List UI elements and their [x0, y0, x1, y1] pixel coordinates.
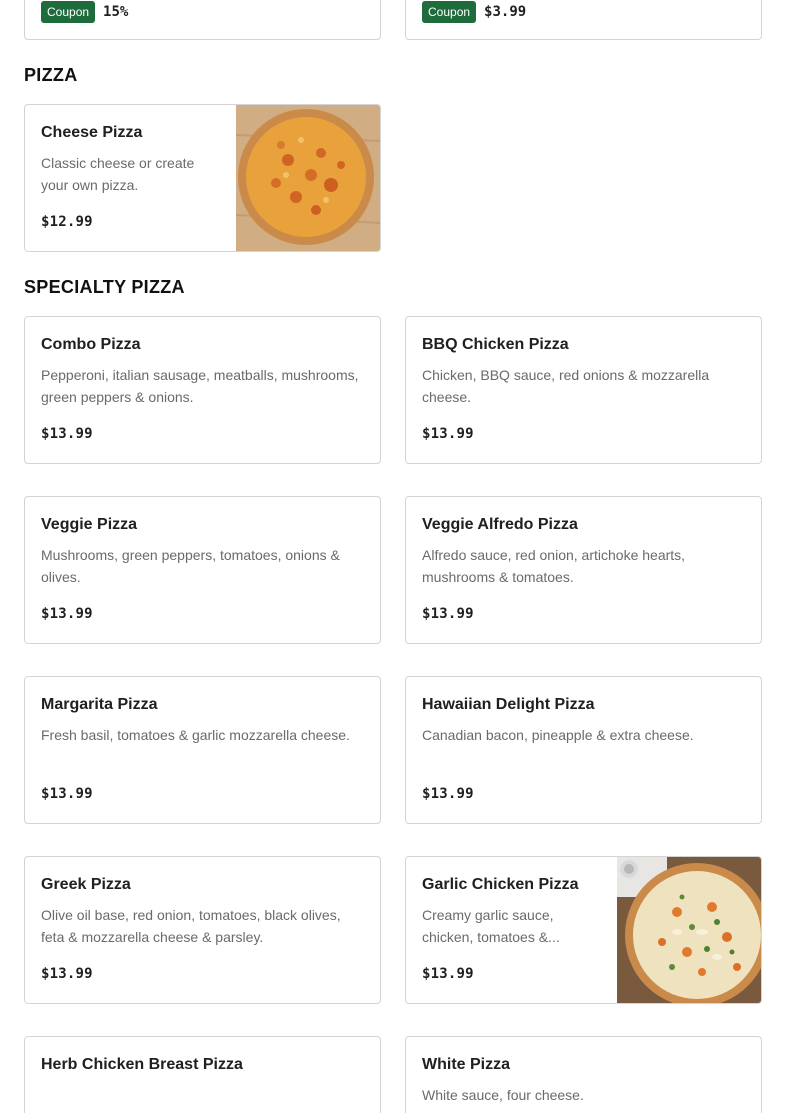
menu-item-combo-pizza[interactable] — [24, 316, 381, 464]
item-name: Hawaiian Delight Pizza — [422, 696, 595, 713]
item-description: Olive oil base, red onion, tomatoes, black olives, feta & mozzarella cheese & parsley. — [41, 907, 341, 945]
item-price: $13.99 — [41, 426, 93, 442]
item-description: White sauce, four cheese. — [422, 1087, 584, 1103]
item-description: Mushrooms, green peppers, tomatoes, onions & olives. — [41, 547, 340, 585]
item-price: $13.99 — [41, 786, 93, 802]
menu-item-greek-pizza[interactable] — [24, 856, 381, 1004]
item-name: BBQ Chicken Pizza — [422, 336, 569, 353]
menu-item-cheese-pizza[interactable] — [24, 104, 381, 252]
item-price: $13.99 — [422, 426, 474, 442]
menu-item-garlic-chicken-pizza[interactable] — [405, 856, 762, 1004]
menu-item-hawaiian-delight-pizza[interactable] — [405, 676, 762, 824]
menu-item-herb-chicken-breast-pizza[interactable] — [24, 1036, 381, 1113]
item-description: Classic cheese or create your own pizza. — [41, 155, 195, 193]
item-name: Combo Pizza — [41, 336, 141, 353]
item-name: Margarita Pizza — [41, 696, 158, 713]
menu-item-veggie-alfredo-pizza[interactable] — [405, 496, 762, 644]
garlic-chicken-pizza-illustration — [617, 857, 761, 1003]
item-price: $13.99 — [422, 606, 474, 622]
item-price: $13.99 — [422, 786, 474, 802]
item-name: Garlic Chicken Pizza — [422, 876, 579, 893]
item-description: Creamy garlic sauce, chicken, tomatoes &... — [422, 907, 560, 945]
cheese-pizza-photo — [236, 105, 380, 251]
coupon-value: 15% — [103, 4, 129, 20]
coupon-card-2[interactable] — [405, 0, 762, 40]
section-title-specialty: SPECIALTY PIZZA — [24, 277, 185, 297]
item-name: White Pizza — [422, 1056, 511, 1073]
menu-item-margarita-pizza[interactable] — [24, 676, 381, 824]
item-price: $13.99 — [41, 966, 93, 982]
menu-item-white-pizza[interactable] — [405, 1036, 762, 1113]
menu-item-bbq-chicken-pizza[interactable] — [405, 316, 762, 464]
item-name: Veggie Alfredo Pizza — [422, 516, 578, 533]
cheese-pizza-illustration — [236, 105, 380, 251]
coupon-badge: Coupon — [422, 1, 476, 23]
item-description: Alfredo sauce, red onion, artichoke hearts, mushrooms & tomatoes. — [422, 547, 686, 585]
item-name: Cheese Pizza — [41, 124, 143, 141]
item-description: Pepperoni, italian sausage, meatballs, mushrooms, green peppers & onions. — [41, 367, 359, 405]
item-price: $13.99 — [422, 966, 474, 982]
item-name: Veggie Pizza — [41, 516, 138, 533]
section-title-pizza: PIZZA — [24, 65, 78, 85]
item-description: Fresh basil, tomatoes & garlic mozzarella cheese. — [41, 727, 350, 743]
garlic-chicken-pizza-photo — [617, 857, 761, 1003]
item-description: Chicken, BBQ sauce, red onions & mozzarella cheese. — [422, 367, 710, 405]
coupon-card-1[interactable] — [24, 0, 381, 40]
menu-item-veggie-pizza[interactable] — [24, 496, 381, 644]
item-name: Herb Chicken Breast Pizza — [41, 1056, 243, 1073]
coupon-value: $3.99 — [484, 4, 527, 20]
item-description: Canadian bacon, pineapple & extra cheese. — [422, 727, 694, 743]
item-price: $13.99 — [41, 606, 93, 622]
item-name: Greek Pizza — [41, 876, 131, 893]
coupon-badge: Coupon — [41, 1, 95, 23]
item-price: $12.99 — [41, 214, 93, 230]
